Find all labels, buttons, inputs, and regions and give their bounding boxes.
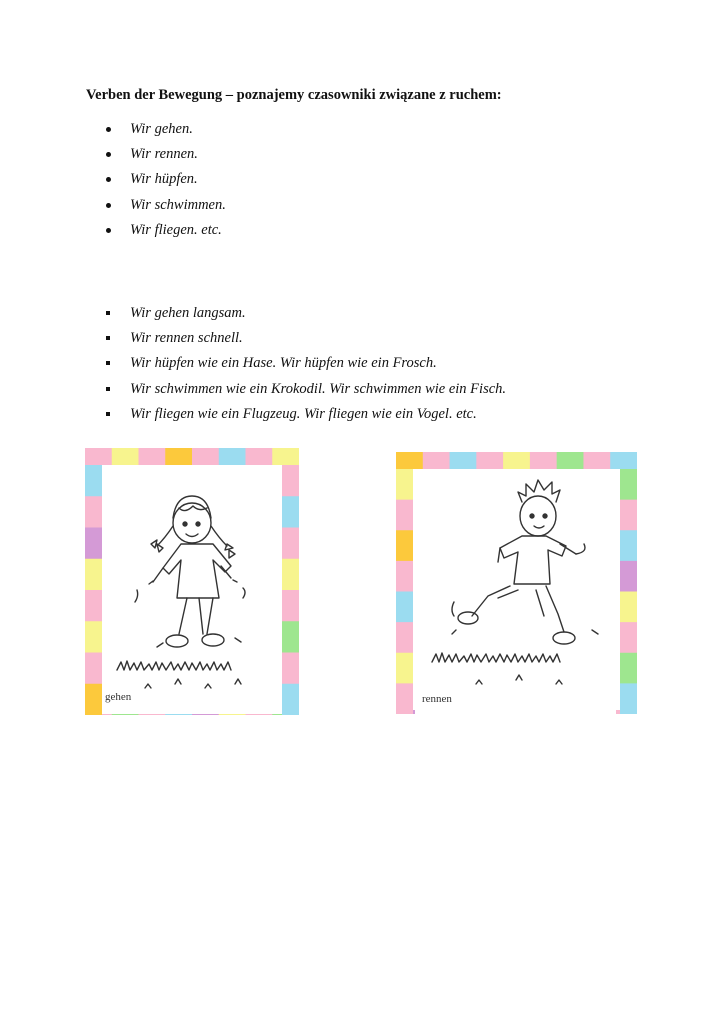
frame-stripe: [282, 465, 299, 497]
list-item: [104, 402, 506, 427]
frame-stripe: [396, 653, 413, 684]
bullet-square-icon: [106, 361, 110, 365]
list-item: [104, 117, 226, 142]
list-item: [104, 351, 506, 376]
frame-stripe: [503, 452, 530, 469]
bullet-square-icon: [106, 311, 110, 315]
frame-stripe: [620, 561, 637, 592]
frame-stripe: [85, 653, 102, 685]
frame-stripe: [620, 653, 637, 684]
picture-card-gehen: [85, 448, 299, 715]
frame-stripe: [282, 528, 299, 560]
list-item-text: Wir gehen.: [130, 121, 193, 137]
frame-stripe: [396, 622, 413, 653]
bullet-square-icon: [106, 387, 110, 391]
frame-stripe: [219, 448, 246, 465]
list-item: [104, 301, 506, 326]
frame-stripe: [396, 469, 413, 500]
frame-stripe: [620, 683, 637, 714]
card-label: gehen: [105, 691, 132, 703]
frame-stripe: [620, 592, 637, 623]
frame-stripe: [192, 448, 219, 465]
frame-stripe: [610, 452, 637, 469]
bullet-dot-icon: [106, 203, 111, 208]
frame-stripe: [583, 452, 610, 469]
list-item: [104, 193, 226, 218]
frame-stripe: [620, 469, 637, 500]
frame-stripe: [396, 452, 423, 469]
list-item: [104, 167, 226, 192]
frame-stripe: [282, 559, 299, 591]
bullet-square-icon: [106, 412, 110, 416]
frame-stripe: [396, 592, 413, 623]
frame-stripe: [282, 653, 299, 685]
frame-stripe: [476, 452, 503, 469]
frame-stripe: [246, 448, 273, 465]
frame-stripe: [85, 559, 102, 591]
list-item: [104, 218, 226, 243]
list-item-text: Wir fliegen wie ein Flugzeug. Wir fliegen wie ein Vogel. etc.: [130, 405, 477, 422]
bullet-dot-icon: [106, 152, 111, 157]
frame-stripe: [282, 621, 299, 653]
frame-stripe: [282, 590, 299, 622]
frame-stripe: [85, 528, 102, 560]
frame-stripe: [85, 684, 102, 715]
page-title: Verben der Bewegung – poznajemy czasowniki związane z ruchem:: [86, 87, 502, 103]
frame-stripe: [272, 448, 299, 465]
list-item: [104, 377, 506, 402]
frame-stripe: [139, 448, 166, 465]
frame-stripe: [112, 448, 139, 465]
frame-stripe: [85, 496, 102, 528]
frame-stripe: [423, 452, 450, 469]
frame-stripe: [85, 590, 102, 622]
frame-stripe: [85, 621, 102, 653]
frame-stripe: [620, 500, 637, 531]
frame-stripe: [396, 530, 413, 561]
frame-stripe: [620, 622, 637, 653]
frame-stripe: [85, 465, 102, 497]
frame-stripe: [282, 496, 299, 528]
list-item-text: Wir hüpfen.: [130, 171, 198, 188]
bullet-dot-icon: [106, 127, 111, 132]
frame-stripe: [165, 448, 192, 465]
list-item-text: Wir fliegen. etc.: [130, 221, 222, 238]
frame-stripe: [396, 683, 413, 714]
bullet-square-icon: [106, 336, 110, 340]
picture-card-rennen: [396, 452, 637, 714]
list-item-text: Wir schwimmen.: [130, 196, 226, 213]
bullet-dot-icon: [106, 228, 111, 233]
list-item: [104, 142, 226, 167]
verb-list-detailed: [104, 301, 506, 427]
list-item-text: Wir gehen langsam.: [130, 305, 246, 321]
list-item-text: Wir hüpfen wie ein Hase. Wir hüpfen wie ein Frosch.: [130, 355, 437, 372]
frame-stripe: [450, 452, 477, 469]
frame-stripe: [85, 448, 112, 465]
bullet-dot-icon: [106, 177, 111, 182]
list-item-text: Wir schwimmen wie ein Krokodil. Wir schwimmen wie ein Fisch.: [130, 380, 507, 397]
frame-stripe: [282, 684, 299, 715]
list-item: [104, 326, 506, 351]
card-label: rennen: [422, 693, 452, 705]
list-item-text: Wir rennen.: [130, 146, 198, 163]
verb-list-simple: [104, 117, 226, 243]
frame-stripe: [620, 530, 637, 561]
frame-stripe: [557, 452, 584, 469]
frame-stripe: [530, 452, 557, 469]
frame-stripe: [396, 561, 413, 592]
list-item-text: Wir rennen schnell.: [130, 330, 243, 347]
frame-stripe: [396, 500, 413, 531]
